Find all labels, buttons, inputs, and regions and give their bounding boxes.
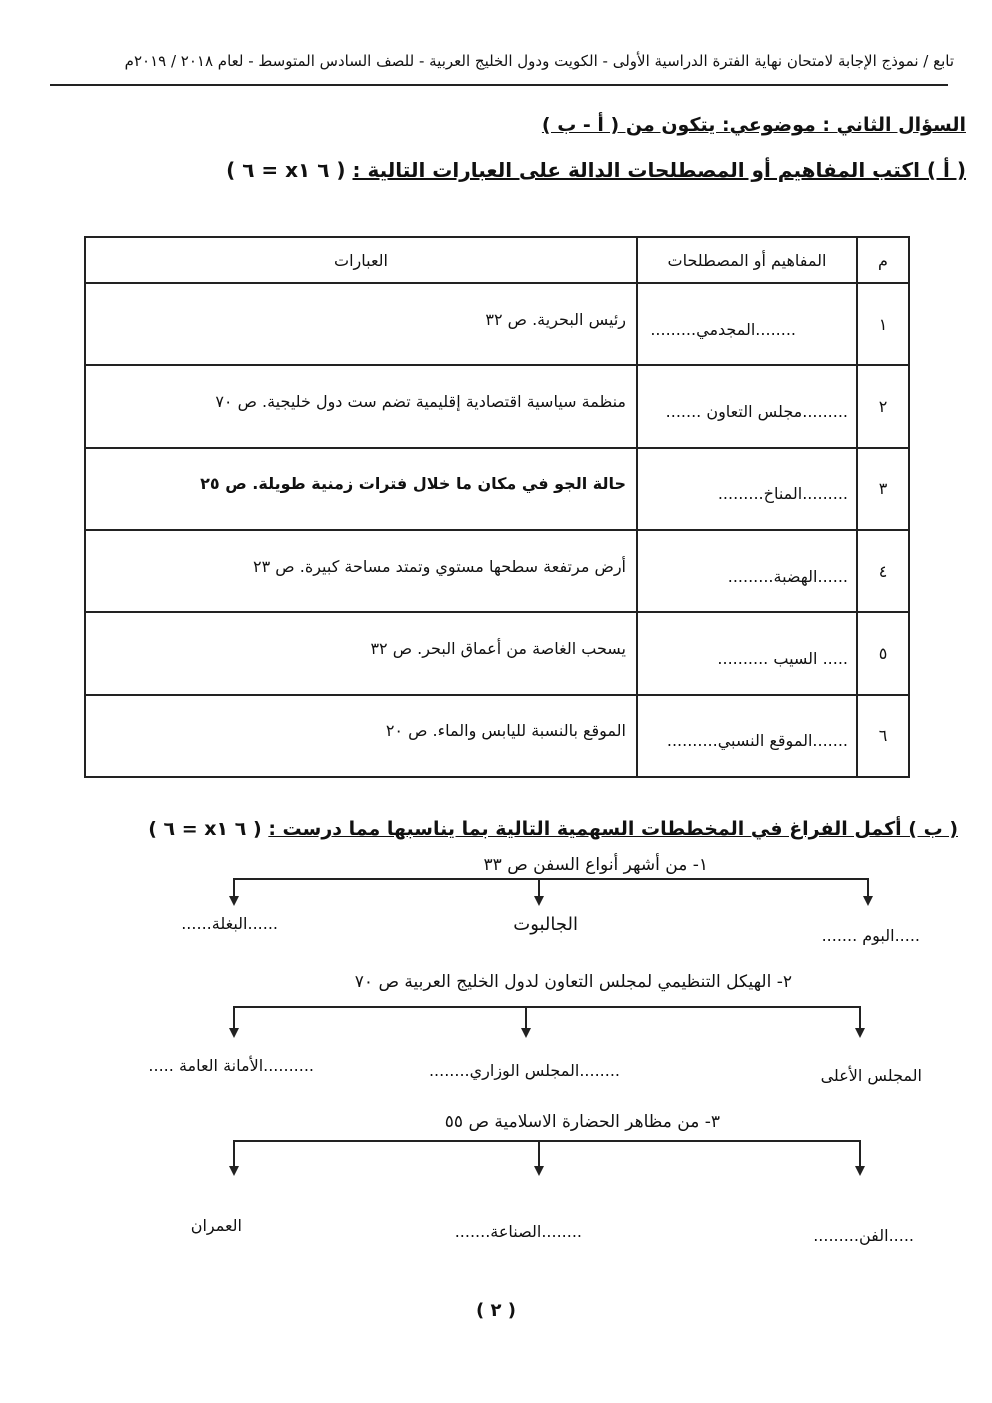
table-row <box>85 283 909 365</box>
arrow-down-icon <box>855 1028 865 1038</box>
arrow-down-icon <box>229 1166 239 1176</box>
diagram-1-stem <box>233 878 235 898</box>
page-number: ( ٢ ) <box>476 1300 516 1321</box>
diagram-3-stem <box>233 1140 235 1168</box>
diagram-3-title: ٣- من مظاهر الحضارة الاسلامية ص ٥٥ <box>444 1112 720 1132</box>
part-a-label: ( أ ) اكتب المفاهيم أو المصطلحات الدالة على العبارات التالية : <box>352 158 966 182</box>
row-statement: الموقع بالنسبة لليابس والماء. ص ٢٠ <box>385 721 626 741</box>
diagram-1-stem <box>538 878 540 898</box>
diagram-1-stem <box>867 878 869 898</box>
diagram-3-item: .....الفن......... <box>813 1226 914 1245</box>
table-row <box>85 695 909 777</box>
diagram-1-bar <box>233 878 869 880</box>
arrow-down-icon <box>855 1166 865 1176</box>
part-b-label: ( ب ) أكمل الفراغ في المخططات السهمية التالية بما يناسبها مما درست : <box>268 818 958 840</box>
row-statement: يسحب الغاصة من أعماق البحر. ص ٣٢ <box>370 638 626 658</box>
header-term: المفاهيم أو المصطلحات <box>637 237 857 283</box>
diagram-2-stem <box>859 1006 861 1030</box>
header-statement: العبارات <box>85 237 637 283</box>
arrow-down-icon <box>534 1166 544 1176</box>
part-a-score: ( ٦ x١ = ٦ ) <box>226 158 346 182</box>
diagram-3-bar <box>233 1140 861 1142</box>
row-num: ٥ <box>857 612 909 694</box>
diagram-3-item: العمران <box>190 1216 242 1235</box>
arrow-down-icon <box>863 896 873 906</box>
row-term: .........مجلس التعاون ....... <box>665 401 848 421</box>
part-b-instruction <box>148 818 958 840</box>
page-header: تابع / نموذج الإجابة لامتحان نهاية الفترة الدراسية الأولى - الكويت ودول الخليج العربية - للصف السادس المتوسط - لعام ٢٠١٨ / ٢٠١٩م <box>124 52 954 70</box>
arrow-down-icon <box>229 896 239 906</box>
question-title-text: السؤال الثاني : موضوعي: يتكون من ( أ - ب ) <box>541 114 966 136</box>
diagram-2-stem <box>233 1006 235 1030</box>
arrow-down-icon <box>521 1028 531 1038</box>
header-num: م <box>857 237 909 283</box>
row-term: ..... السيب .......... <box>717 648 848 668</box>
arrow-down-icon <box>534 896 544 906</box>
diagram-2-item: المجلس الأعلى <box>820 1066 922 1085</box>
table-header-row <box>85 237 909 283</box>
diagram-3-stem <box>538 1140 540 1168</box>
table-row <box>85 448 909 530</box>
part-a-instruction <box>226 158 966 182</box>
diagram-2-item: ..........الأمانة العامة ..... <box>148 1056 314 1075</box>
diagram-1-item: الجالبوت <box>513 914 578 935</box>
table-row <box>85 530 909 612</box>
question-title <box>542 114 966 136</box>
row-num: ٦ <box>857 695 909 777</box>
header-divider <box>50 84 948 86</box>
diagram-1-item: ......البغلة...... <box>181 914 278 933</box>
diagram-1-item: .....البوم ....... <box>821 926 920 945</box>
row-num: ٣ <box>857 448 909 530</box>
table-row <box>85 612 909 694</box>
arrow-down-icon <box>229 1028 239 1038</box>
diagram-2-stem <box>525 1006 527 1030</box>
row-statement: رئيس البحرية. ص ٣٢ <box>485 309 626 329</box>
diagram-1-title: ١- من أشهر أنواع السفن ص ٣٣ <box>483 855 708 875</box>
row-term: ........المجدمي......... <box>650 319 796 339</box>
row-statement: حالة الجو في مكان ما خلال فترات زمنية طويلة. ص ٢٥ <box>200 474 626 494</box>
row-statement: أرض مرتفعة سطحها مستوي وتمتد مساحة كبيرة. ص ٢٣ <box>253 556 626 576</box>
diagram-3-stem <box>859 1140 861 1168</box>
row-term: .......الموقع النسبي.......... <box>666 731 848 751</box>
part-b-score: ( ٦ x١ = ٦ ) <box>148 818 262 840</box>
diagram-2-item: ........المجلس الوزاري........ <box>428 1061 620 1080</box>
terms-table <box>84 236 910 778</box>
row-term: .........المناخ......... <box>717 484 848 504</box>
row-term: ......الهضبة......... <box>727 566 848 586</box>
diagram-2-bar <box>233 1006 861 1008</box>
diagram-2-title: ٢- الهيكل التنظيمي لمجلس التعاون لدول الخليج العربية ص ٧٠ <box>354 972 792 992</box>
row-num: ٤ <box>857 530 909 612</box>
diagram-3-item: ........الصناعة....... <box>454 1222 582 1241</box>
row-num: ١ <box>857 283 909 365</box>
row-statement: منظمة سياسية اقتصادية إقليمية تضم ست دول خليجية. ص ٧٠ <box>215 391 626 411</box>
table-row <box>85 365 909 447</box>
row-num: ٢ <box>857 365 909 447</box>
